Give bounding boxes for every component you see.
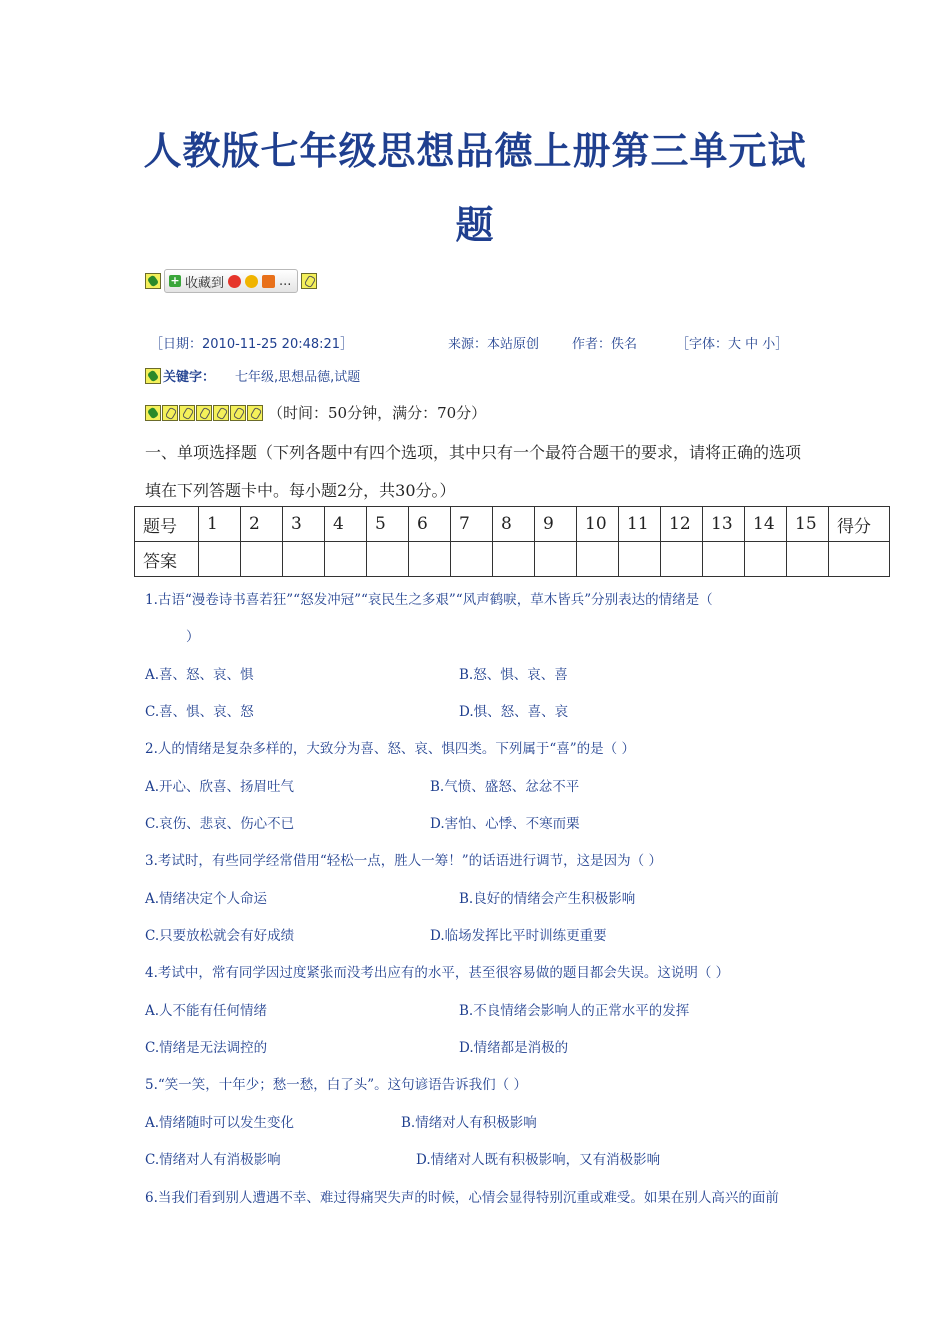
option-c: C.喜、惧、哀、怒 (145, 704, 254, 720)
page-title: 人教版七年级思想品德上册第三单元试 (143, 128, 807, 173)
table-row (135, 507, 890, 542)
option-b: B.怒、惧、哀、喜 (459, 667, 568, 683)
answer-cell[interactable] (661, 542, 703, 577)
page-title-continued: 题 (455, 202, 495, 247)
answer-cell[interactable] (241, 542, 283, 577)
table-cell: 13 (703, 507, 745, 542)
table-cell: 12 (661, 507, 703, 542)
keywords (145, 366, 360, 385)
question-stem: 3.考试时，有些同学经常借用“轻松一点，胜人一筹！”的话语进行调节，这是因为（ ） (145, 853, 662, 869)
option-a: A.情绪决定个人命运 (145, 891, 268, 907)
answer-cell[interactable] (451, 542, 493, 577)
answer-cell[interactable] (493, 542, 535, 577)
answer-cell[interactable] (283, 542, 325, 577)
section-heading-continued: 填在下列答题卡中。每小题2分，共30分。） (145, 481, 456, 500)
share-box-icon[interactable] (262, 275, 275, 288)
table-cell: 2 (241, 507, 283, 542)
table-cell: 8 (493, 507, 535, 542)
table-cell: 3 (283, 507, 325, 542)
option-a: A.喜、怒、哀、惧 (145, 667, 254, 683)
answer-cell[interactable] (703, 542, 745, 577)
answer-cell[interactable] (787, 542, 829, 577)
keywords-label: 关键字： (163, 370, 216, 385)
share-toolbar (145, 268, 317, 294)
table-row (135, 542, 890, 577)
option-a: A.开心、欣喜、扬眉吐气 (145, 779, 295, 795)
table-cell: 9 (535, 507, 577, 542)
option-d: D.情绪都是消极的 (459, 1040, 569, 1056)
question-stem: 1.古语“漫卷诗书喜若狂”“怒发冲冠”“哀民生之多艰”“风声鹤唳，草木皆兵”分别表达的情绪是（ (145, 592, 713, 608)
weibo-icon[interactable] (228, 275, 241, 288)
table-cell: 得分 (829, 507, 890, 542)
option-c: C.情绪对人有消极影响 (145, 1152, 281, 1168)
table-cell: 14 (745, 507, 787, 542)
score-cell[interactable] (829, 542, 890, 577)
answer-cell[interactable] (535, 542, 577, 577)
clip-icon (230, 405, 246, 421)
answer-cell[interactable] (577, 542, 619, 577)
pen-icon (145, 405, 161, 421)
question-stem: 5.“笑一笑，十年少；愁一愁，白了头”。这句谚语告诉我们（ ） (145, 1077, 527, 1093)
table-cell: 1 (199, 507, 241, 542)
table-cell: 题号 (135, 507, 199, 542)
pen-icon (145, 368, 161, 384)
table-cell: 15 (787, 507, 829, 542)
question-stem: 6.当我们看到别人遭遇不幸、难过得痛哭失声的时候，心情会显得特别沉重或难受。如果在别人高兴的面前 (145, 1190, 779, 1206)
option-a: A.情绪随时可以发生变化 (145, 1115, 295, 1131)
answer-cell[interactable] (745, 542, 787, 577)
clip-icon (179, 405, 195, 421)
more-share-link[interactable]: ... (279, 273, 292, 289)
table-cell: 10 (577, 507, 619, 542)
option-d: D.害怕、心悸、不寒而栗 (430, 816, 580, 832)
plus-icon: + (170, 274, 180, 287)
table-cell: 4 (325, 507, 367, 542)
answer-cell[interactable] (619, 542, 661, 577)
keywords-value[interactable]: 七年级,思想品德,试题 (235, 370, 361, 385)
decoration-row (145, 402, 486, 423)
question-stem: 2.人的情绪是复杂多样的，大致分为喜、怒、哀、惧四类。下列属于“喜”的是（ ） (145, 741, 635, 757)
table-cell: 6 (409, 507, 451, 542)
answer-cell[interactable] (199, 542, 241, 577)
option-d: D.情绪对人既有积极影响，又有消极影响 (416, 1152, 661, 1168)
bookmark-label: 收藏到 (185, 275, 225, 291)
clip-icon (247, 405, 263, 421)
meta-date: ［日期：2010-11-25 20:48:21］ (150, 337, 354, 352)
table-cell: 7 (451, 507, 493, 542)
option-d: D.临场发挥比平时训练更重要 (430, 928, 607, 944)
table-cell: 11 (619, 507, 661, 542)
option-c: C.哀伤、悲哀、伤心不已 (145, 816, 295, 832)
pen-icon (145, 273, 161, 289)
qzone-icon[interactable] (245, 275, 258, 288)
bookmark-button[interactable] (164, 269, 298, 293)
table-cell: 答案 (135, 542, 199, 577)
answer-cell[interactable] (409, 542, 451, 577)
clip-icon (213, 405, 229, 421)
option-a: A.人不能有任何情绪 (145, 1003, 268, 1019)
font-size-switcher[interactable]: ［字体：大 中 小］ (676, 337, 789, 352)
option-b: B.良好的情绪会产生积极影响 (459, 891, 636, 907)
answer-cell[interactable] (325, 542, 367, 577)
table-cell: 5 (367, 507, 409, 542)
question-stem-continued: ） (186, 629, 200, 645)
question-stem: 4.考试中，常有同学因过度紧张而没考出应有的水平，甚至很容易做的题目都会失误。这说明（ ） (145, 965, 730, 981)
option-c: C.情绪是无法调控的 (145, 1040, 268, 1056)
meta-source: 来源：本站原创 (448, 337, 540, 352)
clip-icon (196, 405, 212, 421)
option-b: B.气愤、盛怒、忿忿不平 (430, 779, 580, 795)
option-b: B.情绪对人有积极影响 (401, 1115, 537, 1131)
meta-author: 作者：佚名 (572, 337, 638, 352)
section-heading: 一、单项选择题（下列各题中有四个选项，其中只有一个最符合题干的要求，请将正确的选项 (145, 443, 802, 462)
option-b: B.不良情绪会影响人的正常水平的发挥 (459, 1003, 690, 1019)
time-note: （时间：50分钟，满分：70分） (268, 404, 487, 422)
option-d: D.惧、怒、喜、哀 (459, 704, 569, 720)
clip-icon (162, 405, 178, 421)
answer-sheet-table (134, 506, 890, 577)
option-c: C.只要放松就会有好成绩 (145, 928, 295, 944)
clip-icon (301, 273, 317, 289)
answer-cell[interactable] (367, 542, 409, 577)
